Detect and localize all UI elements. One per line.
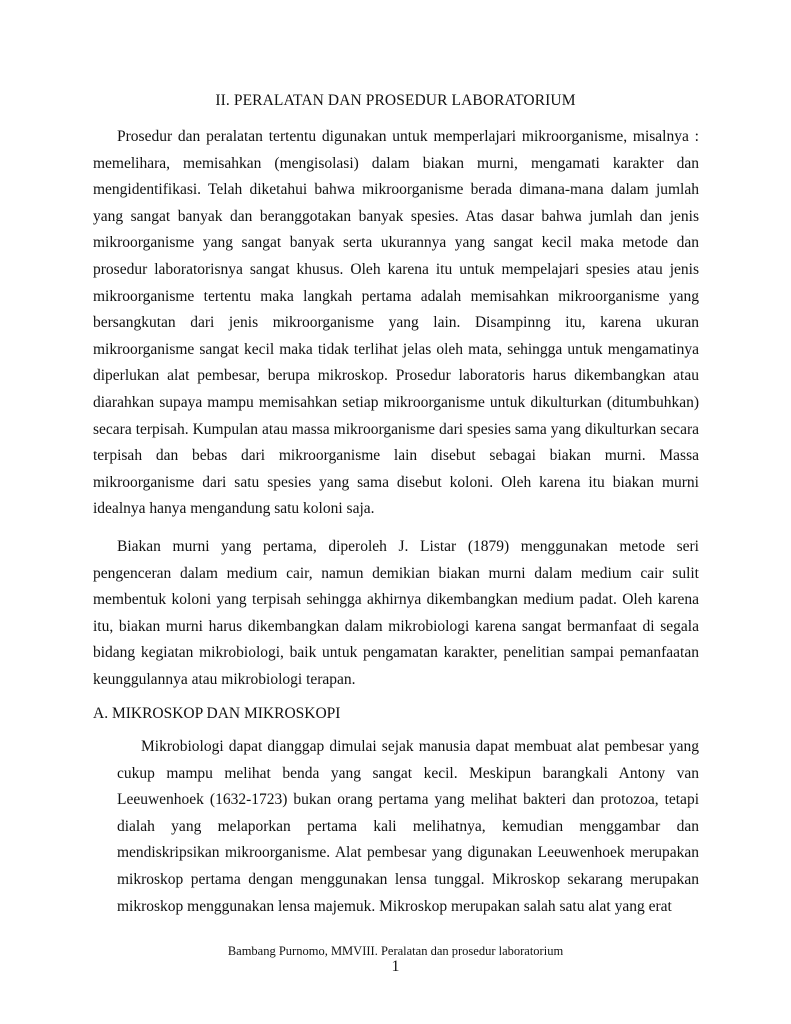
- body-paragraph-2: Biakan murni yang pertama, diperoleh J. Listar (1879) menggunakan metode seri pengenceran dalam medium cair, namun demikian biakan murni dalam medium cair sulit membentuk koloni yang terpisah sehingga akhirnya dikembangkan medium padat. Oleh karena itu, biakan murni harus dikembangkan dalam mikrobiologi karena sangat bermanfaat di segala bidang kegiatan mikrobiologi, baik untuk pengamatan karakter, penelitian sampai pemanfaatan keunggulannya atau mikrobiologi terapan.: [93, 538, 699, 688]
- footer-text: Bambang Purnomo, MMVIII. Peralatan dan prosedur laboratorium: [227, 944, 564, 958]
- chapter-title: II. PERALATAN DAN PROSEDUR LABORATORIUM: [215, 92, 576, 109]
- section-paragraph: Mikrobiologi dapat dianggap dimulai sejak manusia dapat membuat alat pembesar yang cukup mampu melihat benda yang sangat kecil. Meskipun barangkali Antony van Leeuwenhoek (1632-1723) bukan orang pertama yang melihat bakteri dan protozoa, tetapi dialah yang melaporkan pertama kali melihatnya, kemudian menggambar dan mendiskripsikan mikroorganisme. Alat pembesar yang digunakan Leeuwenhoek merupakan mikroskop pertama dengan menggunakan lensa tunggal. Mikroskop sekarang merupakan mikroskop menggunakan lensa majemuk. Mikroskop merupakan salah satu alat yang erat: [117, 738, 699, 915]
- section-heading: A. MIKROSKOP DAN MIKROSKOPI: [93, 705, 341, 722]
- body-paragraph-1: Prosedur dan peralatan tertentu digunakan untuk memperlajari mikroorganisme, misalnya : memelihara, memisahkan (mengisolasi) dalam biakan murni, mengamati karakter dan mengidentifikasi. Telah diketahui bahwa mikroorganisme berada dimana-mana dalam jumlah yang sangat banyak dan beranggotakan banyak spesies. Atas dasar bahwa jumlah dan jenis mikroorganisme yang sangat banyak serta ukurannya yang sangat kecil maka metode dan prosedur laboratorisnya sangat khusus. Oleh karena itu untuk mempelajari spesies atau jenis mikroorganisme tertentu maka langkah pertama adalah memisahkan mikroorganisme yang bersangkutan dari jenis mikroorganisme yang lain. Disampinng itu, karena ukuran mikroorganisme sangat kecil maka tidak terlihat jelas oleh mata, sehingga untuk mengamatinya diperlukan alat pembesar, berupa mikroskop. Prosedur laboratoris harus dikembangkan atau diarahkan supaya mampu memisahkan setiap mikroorganisme untuk dikulturkan (ditumbuhkan) secara terpisah. Kumpulan atau massa mikroorganisme dari spesies sama yang dikulturkan secara terpisah dan bebas dari mikroorganisme lain disebut sebagai biakan murni. Massa mikroorganisme dari satu spesies yang sama disebut koloni. Oleh karena itu biakan murni idealnya hanya mengandung satu koloni saja.: [93, 128, 699, 518]
- page-number: 1: [391, 958, 400, 975]
